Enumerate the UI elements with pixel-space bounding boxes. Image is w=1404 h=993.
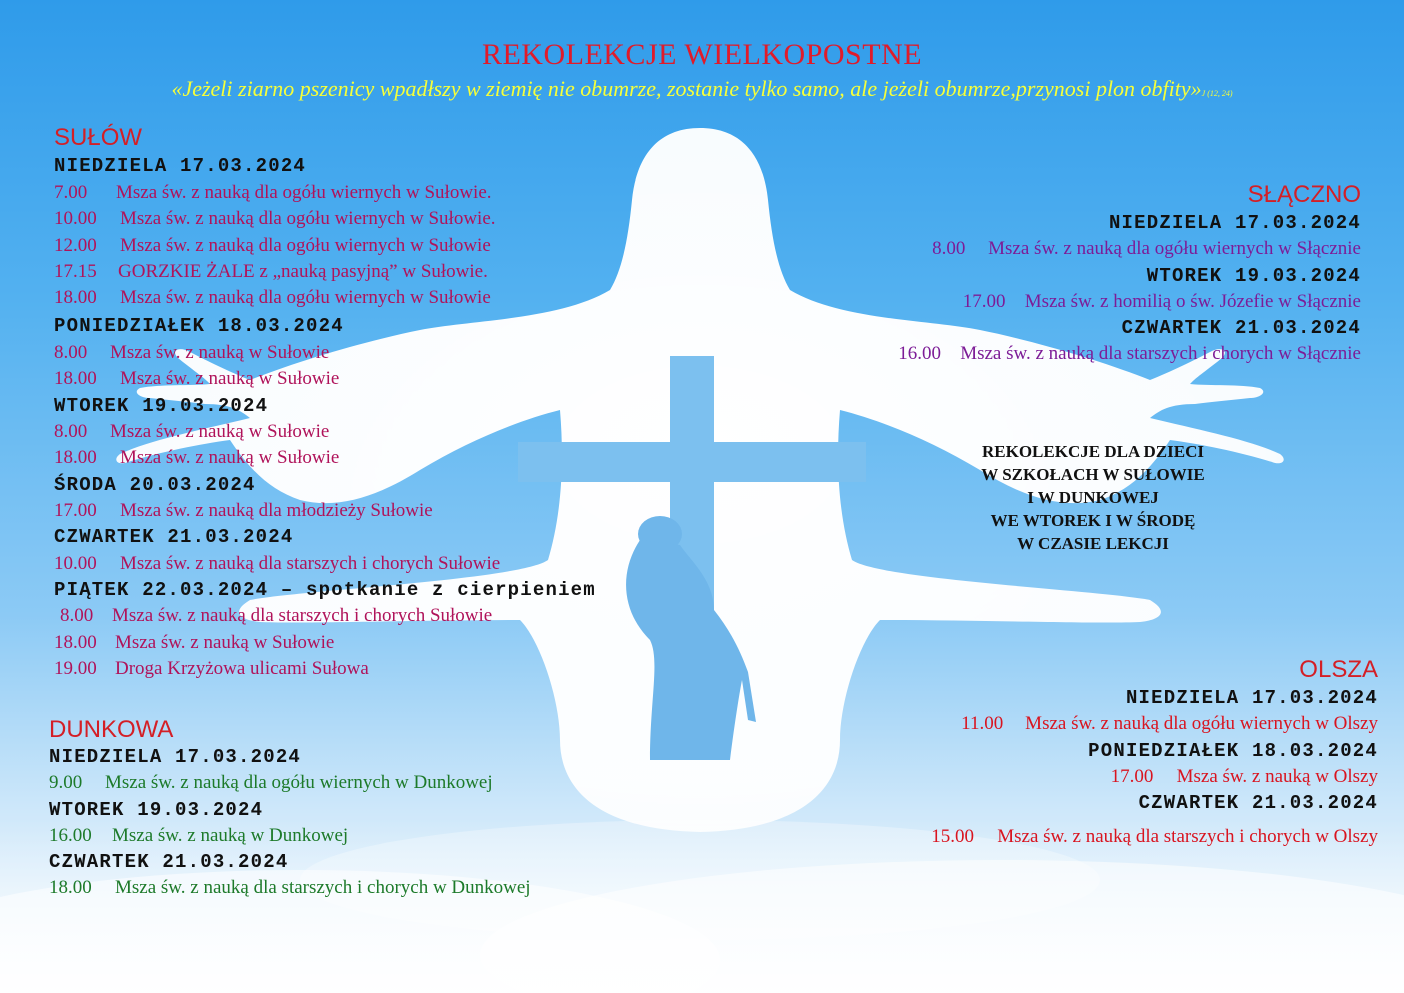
row-time: 17.15 [54, 261, 97, 282]
schedule-row [49, 825, 348, 847]
row-time: 16.00 [898, 343, 941, 364]
row-time: 8.00 [54, 421, 88, 442]
row-time: 8.00 [60, 605, 94, 626]
day-heading: WTOREK 19.03.2024 [1146, 265, 1361, 287]
row-time: 15.00 [931, 826, 974, 847]
day-heading: PONIEDZIAŁEK 18.03.2024 [1088, 740, 1378, 762]
kids-line: I W DUNKOWEJ [1027, 488, 1159, 507]
row-time: 10.00 [54, 208, 97, 229]
row-desc: Msza św. z nauką dla ogółu wiernych w Dunkowej [105, 772, 493, 793]
kids-retreat-note [948, 440, 1238, 555]
day-heading: NIEDZIELA 17.03.2024 [1125, 687, 1378, 709]
row-time: 8.00 [932, 238, 966, 259]
bible-quote [0, 76, 1404, 102]
row-desc: Msza św. z nauką dla ogółu wiernych w Olszy [1025, 713, 1378, 734]
row-time: 17.00 [54, 500, 97, 521]
row-desc: Msza św. z nauką dla starszych i chorych w Dunkowej [115, 877, 531, 898]
schedule-row [54, 182, 492, 204]
schedule-row [54, 500, 433, 522]
schedule-row [54, 553, 500, 575]
schedule-row [961, 713, 1378, 735]
row-time: 19.00 [54, 658, 97, 679]
schedule-row [49, 772, 493, 794]
schedule-row [898, 343, 1361, 365]
row-desc: Msza św. z nauką w Sułowie [120, 447, 340, 468]
row-desc: Msza św. z nauką dla ogółu wiernych w Sułowie. [116, 182, 492, 203]
day-heading: NIEDZIELA 17.03.2024 [1108, 212, 1361, 234]
schedule-row [931, 826, 1378, 848]
row-desc: Msza św. z nauką w Sułowie [120, 368, 340, 389]
schedule-row [54, 368, 339, 390]
day-heading: CZWARTEK 21.03.2024 [1121, 317, 1361, 339]
day-heading: NIEDZIELA 17.03.2024 [54, 155, 307, 177]
row-desc: Msza św. z nauką dla ogółu wiernych w Słącznie [988, 238, 1361, 259]
row-time: 17.00 [962, 291, 1006, 312]
schedule-row [54, 658, 369, 680]
row-desc: Msza św. z nauką dla starszych i chorych Sułowie [112, 605, 493, 626]
schedule-row [54, 632, 334, 654]
day-heading: WTOREK 19.03.2024 [49, 799, 264, 821]
section-header-sulow: SUŁÓW [54, 124, 143, 151]
row-desc: Msza św. z nauką dla ogółu wiernych w Sułowie [120, 235, 491, 256]
section-header-slaczno: SŁĄCZNO [1247, 181, 1361, 208]
schedule-row [54, 287, 491, 309]
row-desc: Msza św. z nauką dla starszych i chorych Sułowie [120, 553, 501, 574]
row-time: 16.00 [49, 825, 92, 846]
row-desc: Msza św. z nauką w Sułowie [110, 342, 330, 363]
row-desc: Msza św. z nauką w Sułowie [115, 632, 335, 653]
quote-reference: J (12, 24) [1201, 89, 1233, 98]
day-heading: WTOREK 19.03.2024 [54, 395, 269, 417]
row-time: 18.00 [54, 368, 97, 389]
row-desc: Msza św. z nauką w Dunkowej [112, 825, 349, 846]
row-desc: GORZKIE ŻALE z „nauką pasyjną” w Sułowie. [118, 261, 488, 282]
row-time: 11.00 [961, 713, 1004, 734]
row-desc: Droga Krzyżowa ulicami Sułowa [115, 658, 369, 679]
row-desc: Msza św. z homilią o św. Józefie w Słącznie [1024, 291, 1361, 312]
day-heading: ŚRODA 20.03.2024 [54, 474, 256, 496]
row-desc: Msza św. z nauką dla starszych i chorych w Olszy [997, 826, 1378, 847]
day-heading: CZWARTEK 21.03.2024 [54, 526, 294, 548]
row-time: 18.00 [54, 632, 97, 653]
day-heading: CZWARTEK 21.03.2024 [1138, 792, 1378, 814]
row-time: 17.00 [1110, 766, 1154, 787]
schedule-row [54, 235, 491, 257]
section-header-dunkowa: DUNKOWA [49, 716, 174, 743]
day-heading: PONIEDZIAŁEK 18.03.2024 [54, 315, 344, 337]
schedule-row [54, 342, 329, 364]
kids-line: WE WTOREK I W ŚRODĘ [990, 511, 1196, 530]
row-desc: Msza św. z nauką dla ogółu wiernych w Sułowie. [120, 208, 496, 229]
row-desc: Msza św. z nauką w Olszy [1176, 766, 1378, 787]
schedule-row [54, 421, 329, 443]
row-desc: Msza św. z nauką dla ogółu wiernych w Sułowie [120, 287, 491, 308]
schedule-row [54, 208, 496, 230]
schedule-row [54, 261, 488, 283]
row-time: 9.00 [49, 772, 83, 793]
row-desc: Msza św. z nauką dla młodzieży Sułowie [120, 500, 433, 521]
schedule-row [54, 447, 339, 469]
row-time: 18.00 [54, 287, 97, 308]
quote-text: «Jeżeli ziarno pszenicy wpadłszy w ziemię nie obumrze, zostanie tylko samo, ale jeżeli obumrze,przynosi plon obfity» [171, 76, 1202, 101]
schedule-row [932, 238, 1361, 260]
schedule-row [963, 291, 1361, 313]
row-time: 18.00 [54, 447, 97, 468]
kids-line: REKOLEKCJE DLA DZIECI [982, 442, 1204, 461]
row-time: 18.00 [49, 877, 92, 898]
row-desc: Msza św. z nauką dla starszych i chorych w Słącznie [960, 343, 1361, 364]
row-time: 12.00 [54, 235, 97, 256]
schedule-row [49, 877, 531, 899]
schedule-row [60, 605, 492, 627]
row-desc: Msza św. z nauką w Sułowie [110, 421, 330, 442]
row-time: 7.00 [54, 182, 88, 203]
day-heading: NIEDZIELA 17.03.2024 [49, 746, 302, 768]
kids-line: W CZASIE LEKCJI [1017, 534, 1169, 553]
schedule-row [1111, 766, 1378, 788]
row-time: 10.00 [54, 553, 97, 574]
row-time: 8.00 [54, 342, 88, 363]
kids-line: W SZKOŁACH W SUŁOWIE [981, 465, 1205, 484]
day-heading: PIĄTEK 22.03.2024 – spotkanie z cierpieniem [54, 579, 596, 601]
poster-title: REKOLEKCJE WIELKOPOSTNE [481, 38, 923, 71]
day-heading: CZWARTEK 21.03.2024 [49, 851, 289, 873]
section-header-olsza: OLSZA [1299, 656, 1378, 683]
